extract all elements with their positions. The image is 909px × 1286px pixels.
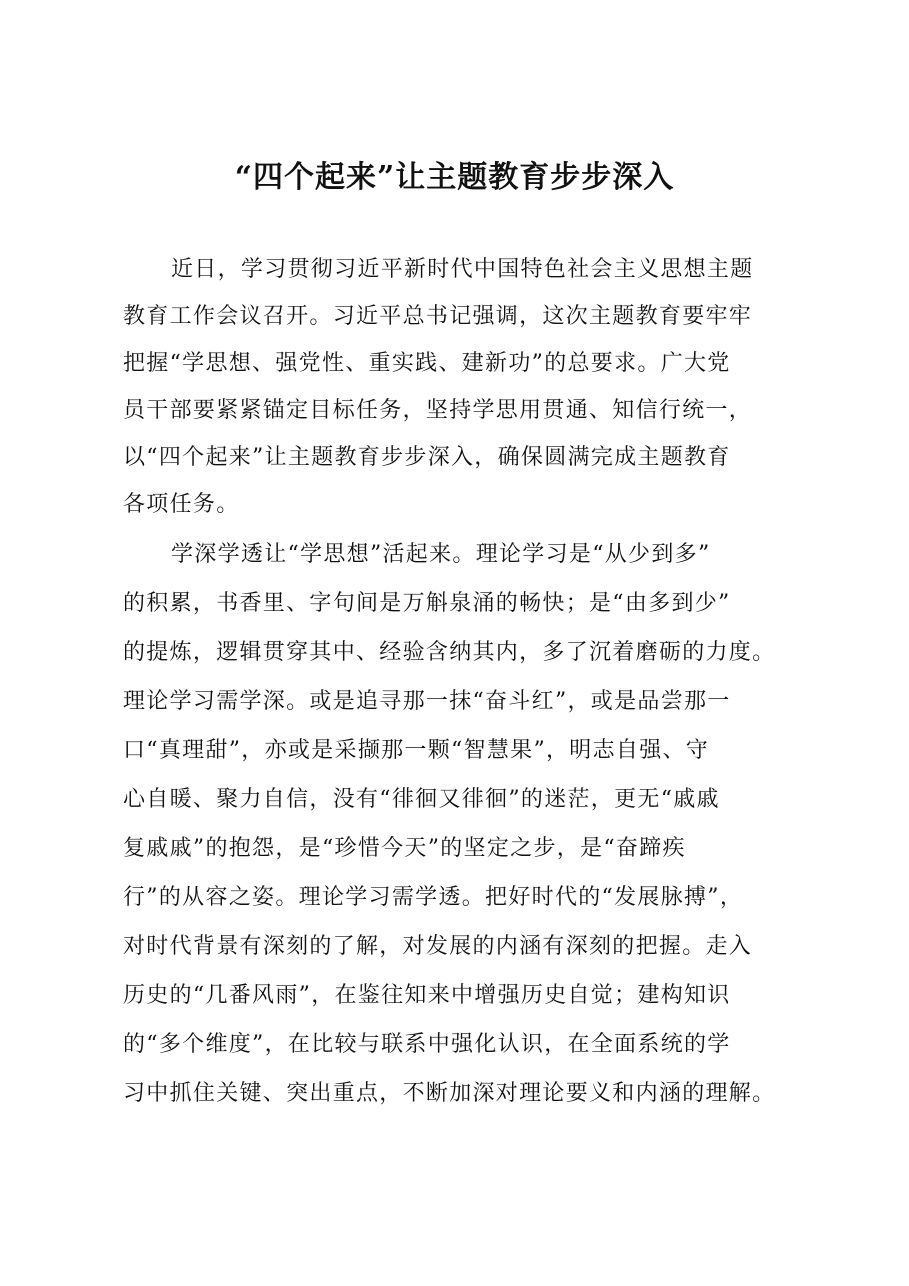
text-line: 教育工作会议召开。习近平总书记强调，这次主题教育要牢牢 xyxy=(123,304,753,329)
text-line: 的“多个维度”，在比较与联系中强化认识，在全面系统的学 xyxy=(123,1032,731,1057)
text-line: 的积累，书香里、字句间是万斛泉涌的畅快；是“由多到少” xyxy=(123,591,731,616)
text-line: 的提炼，逻辑贯穿其中、经验含纳其内，多了沉着磨砺的力度。 xyxy=(123,640,776,665)
text-line: 对时代背景有深刻的了解，对发展的内涵有深刻的把握。走入 xyxy=(123,934,753,959)
text-line: 以“四个起来”让主题教育步步深入，确保圆满完成主题教育 xyxy=(123,445,731,470)
text-line: 学深学透让“学思想”活起来。理论学习是“从少到多” xyxy=(171,542,711,567)
text-line: 复戚戚”的抱怨，是“珍惜今天”的坚定之步，是“奋蹄疾 xyxy=(123,836,686,861)
text-line: 理论学习需学深。或是追寻那一抹“奋斗红”，或是品尝那一 xyxy=(123,689,731,714)
text-line: 员干部要紧紧锚定目标任务，坚持学思用贯通、知信行统一， xyxy=(123,398,753,423)
text-line: 近日，学习贯彻习近平新时代中国特色社会主义思想主题 xyxy=(171,257,754,282)
text-line: 心自暖、聚力自信，没有“徘徊又徘徊”的迷茫，更无“戚戚 xyxy=(123,787,720,812)
text-line: 口“真理甜”，亦或是采撷那一颗“智慧果”，明志自强、守 xyxy=(123,738,710,763)
text-line: 各项任务。 xyxy=(123,492,240,517)
document-title: “四个起来”让主题教育步步深入 xyxy=(234,160,675,195)
text-line: 把握“学思想、强党性、重实践、建新功”的总要求。广大党 xyxy=(123,351,731,376)
text-line: 习中抓住关键、突出重点，不断加深对理论要义和内涵的理解。 xyxy=(123,1081,776,1106)
text-line: 行”的从容之姿。理论学习需学透。把好时代的“发展脉搏”， xyxy=(123,885,744,910)
text-line: 历史的“几番风雨”，在鉴往知来中增强历史自觉；建构知识 xyxy=(123,983,731,1008)
